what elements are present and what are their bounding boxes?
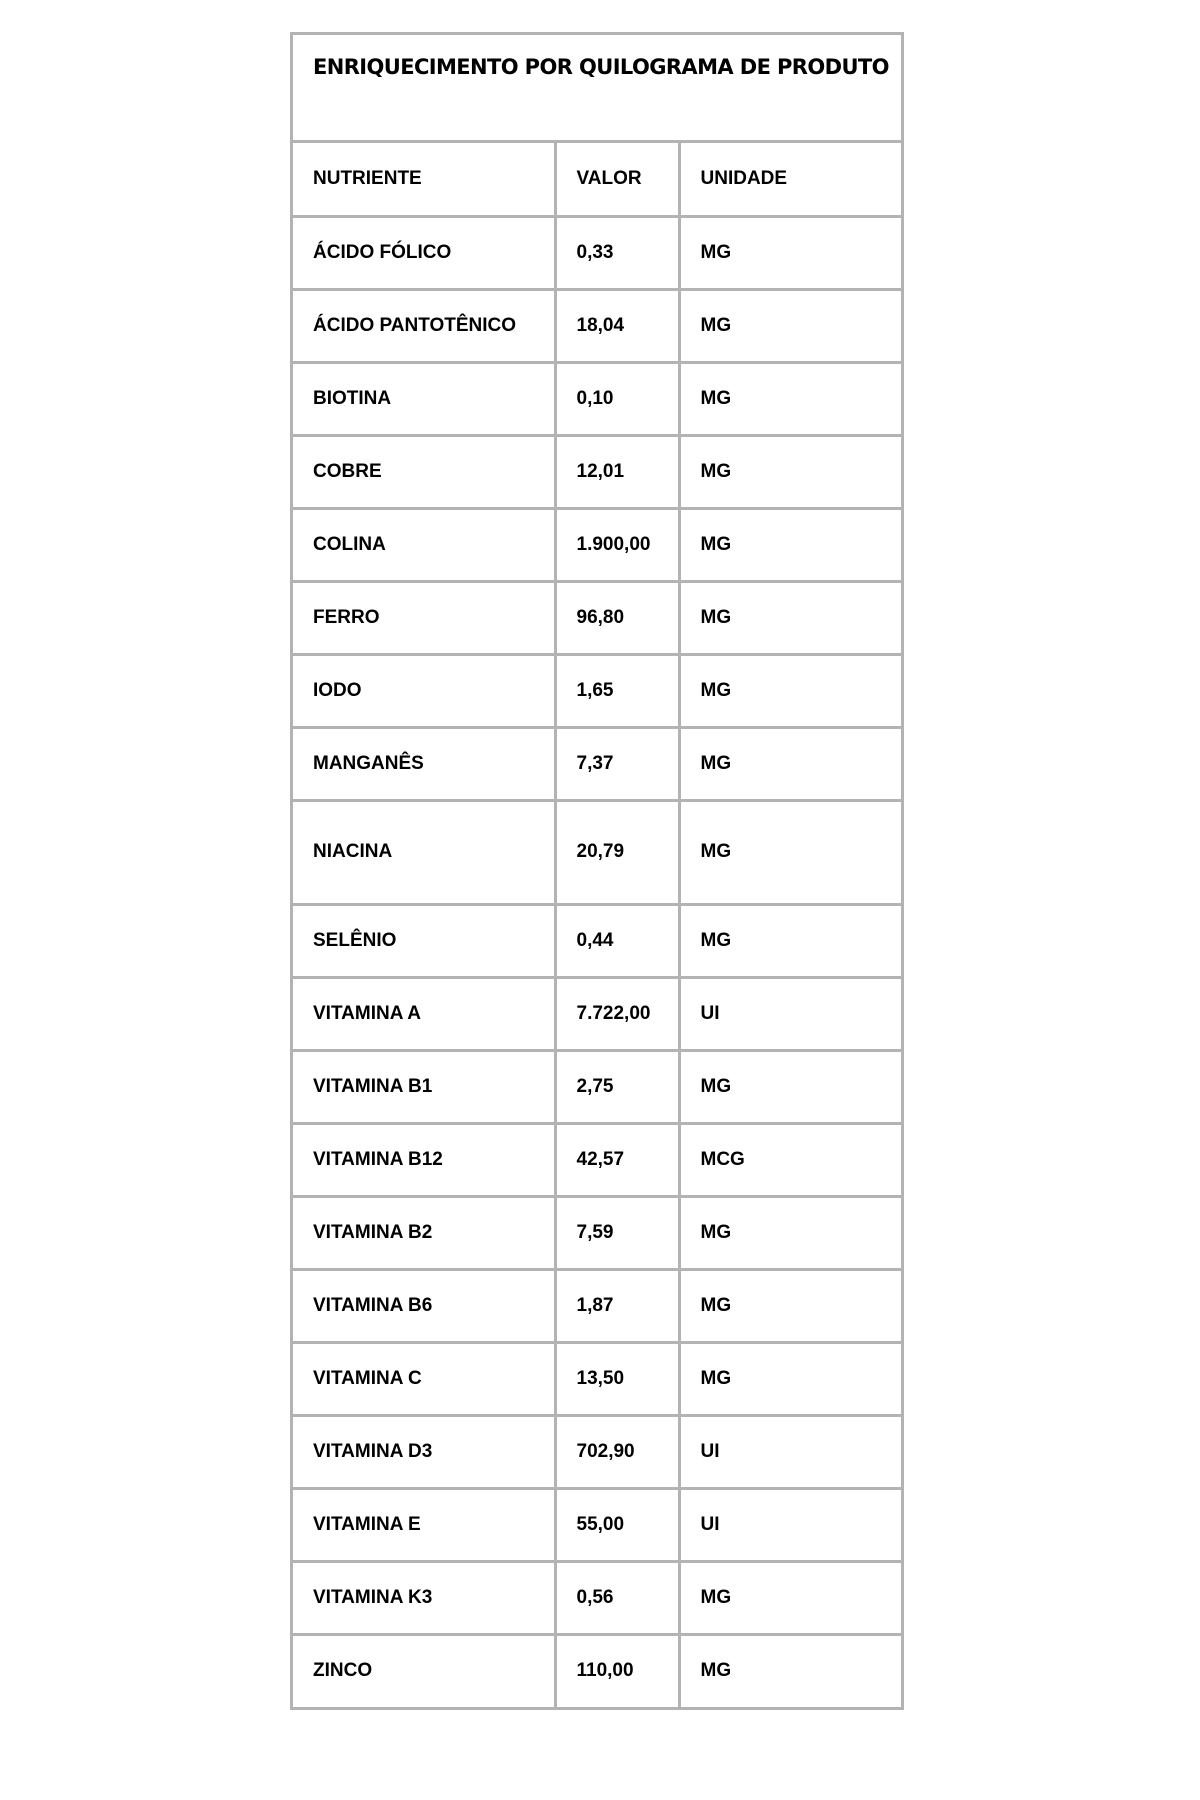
table-row xyxy=(293,1488,901,1561)
value-cell: 13,50 xyxy=(555,1342,679,1415)
table-row xyxy=(293,1342,901,1415)
table-title: ENRIQUECIMENTO POR QUILOGRAMA DE PRODUTO xyxy=(293,35,901,143)
unit-cell: MG xyxy=(679,904,901,977)
table-row xyxy=(293,904,901,977)
nutrient-cell: VITAMINA B12 xyxy=(293,1123,555,1196)
unit-cell: MG xyxy=(679,435,901,508)
value-cell: 55,00 xyxy=(555,1488,679,1561)
nutrient-cell: IODO xyxy=(293,654,555,727)
unit-cell: MG xyxy=(679,1342,901,1415)
header-value: VALOR xyxy=(555,143,679,216)
unit-cell: MG xyxy=(679,508,901,581)
value-cell: 2,75 xyxy=(555,1050,679,1123)
table-row xyxy=(293,727,901,800)
table-row xyxy=(293,508,901,581)
value-cell: 0,33 xyxy=(555,216,679,289)
value-cell: 110,00 xyxy=(555,1634,679,1707)
unit-cell: MG xyxy=(679,362,901,435)
value-cell: 0,44 xyxy=(555,904,679,977)
table-header-row xyxy=(293,143,901,216)
value-cell: 7,37 xyxy=(555,727,679,800)
value-cell: 42,57 xyxy=(555,1123,679,1196)
value-cell: 1.900,00 xyxy=(555,508,679,581)
value-cell: 96,80 xyxy=(555,581,679,654)
nutrient-cell: FERRO xyxy=(293,581,555,654)
table-row xyxy=(293,977,901,1050)
table-row xyxy=(293,1415,901,1488)
table-row xyxy=(293,216,901,289)
value-cell: 0,56 xyxy=(555,1561,679,1634)
table-row xyxy=(293,1561,901,1634)
nutrient-cell: VITAMINA C xyxy=(293,1342,555,1415)
nutrient-cell: COLINA xyxy=(293,508,555,581)
value-cell: 1,87 xyxy=(555,1269,679,1342)
unit-cell: MCG xyxy=(679,1123,901,1196)
value-cell: 0,10 xyxy=(555,362,679,435)
unit-cell: MG xyxy=(679,289,901,362)
unit-cell: MG xyxy=(679,800,901,904)
header-unit: UNIDADE xyxy=(679,143,901,216)
nutrient-table xyxy=(290,32,904,1710)
unit-cell: MG xyxy=(679,1050,901,1123)
table-row xyxy=(293,362,901,435)
nutrient-cell: ÁCIDO FÓLICO xyxy=(293,216,555,289)
nutrient-cell: COBRE xyxy=(293,435,555,508)
value-cell: 20,79 xyxy=(555,800,679,904)
table-row xyxy=(293,654,901,727)
value-cell: 18,04 xyxy=(555,289,679,362)
unit-cell: MG xyxy=(679,216,901,289)
table-row xyxy=(293,1196,901,1269)
unit-cell: MG xyxy=(679,581,901,654)
unit-cell: MG xyxy=(679,654,901,727)
nutrient-cell: MANGANÊS xyxy=(293,727,555,800)
unit-cell: UI xyxy=(679,977,901,1050)
unit-cell: MG xyxy=(679,727,901,800)
nutrient-cell: VITAMINA K3 xyxy=(293,1561,555,1634)
table-row xyxy=(293,1634,901,1707)
unit-cell: MG xyxy=(700,1660,732,1682)
unit-cell: UI xyxy=(679,1415,901,1488)
unit-cell: MG xyxy=(679,1561,901,1634)
value-cell: 1,65 xyxy=(555,654,679,727)
nutrient-cell: BIOTINA xyxy=(293,362,555,435)
nutrient-cell: NIACINA xyxy=(293,800,555,904)
nutrient-cell: VITAMINA E xyxy=(293,1488,555,1561)
value-cell: 12,01 xyxy=(555,435,679,508)
table-row xyxy=(293,581,901,654)
table-row xyxy=(293,1050,901,1123)
value-cell: 702,90 xyxy=(555,1415,679,1488)
nutrient-cell: VITAMINA B2 xyxy=(293,1196,555,1269)
nutrient-cell: ÁCIDO PANTOTÊNICO xyxy=(293,289,555,362)
nutrient-cell: ZINCO xyxy=(293,1634,555,1707)
nutrient-cell: VITAMINA D3 xyxy=(293,1415,555,1488)
unit-cell: MG xyxy=(679,1196,901,1269)
nutrient-cell: VITAMINA A xyxy=(293,977,555,1050)
nutrient-cell: VITAMINA B6 xyxy=(293,1269,555,1342)
header-nutrient: NUTRIENTE xyxy=(293,143,555,216)
table-row xyxy=(293,800,901,904)
table-row xyxy=(293,1269,901,1342)
nutrient-cell: SELÊNIO xyxy=(293,904,555,977)
table-row xyxy=(293,289,901,362)
unit-cell: UI xyxy=(679,1488,901,1561)
table-row xyxy=(293,435,901,508)
value-cell: 7,59 xyxy=(555,1196,679,1269)
unit-cell: MG xyxy=(679,1269,901,1342)
value-cell: 7.722,00 xyxy=(555,977,679,1050)
table-row xyxy=(293,1123,901,1196)
nutrient-cell: VITAMINA B1 xyxy=(293,1050,555,1123)
nutrient-grid xyxy=(293,143,901,1707)
